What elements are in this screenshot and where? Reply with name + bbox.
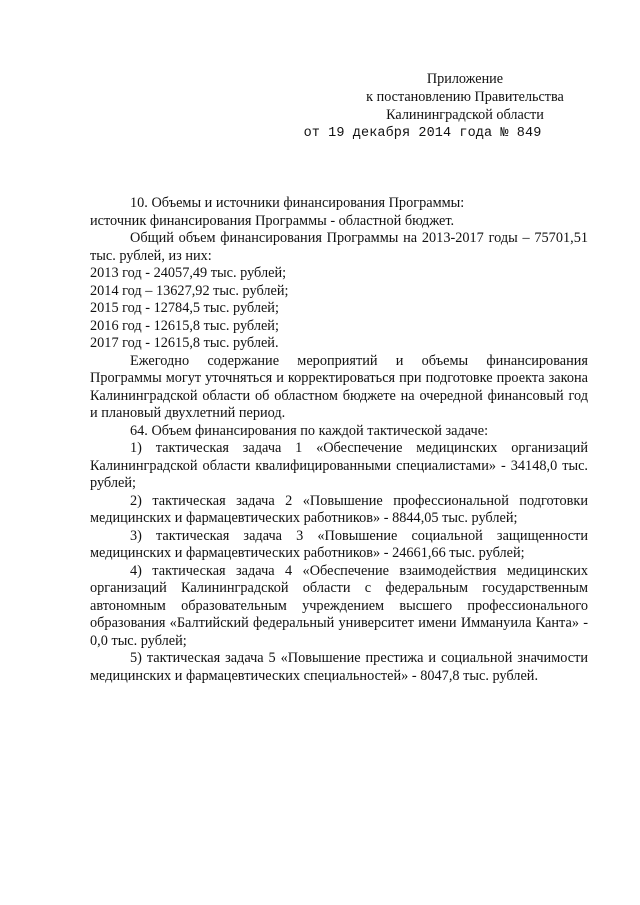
tactical-task-4: 4) тактическая задача 4 «Обеспечение взаимодействия медицинских организаций Калининградской области с федеральным государственным автономным образовательным учреждением высшего профессионального образования «Балтийский федеральный университет имени Иммануила Канта» - 0,0 тыс. рублей; — [90, 562, 588, 649]
tactical-task-2: 2) тактическая задача 2 «Повышение профессиональной подготовки медицинских и фармацевтических работников» - 8844,05 тыс. рублей; — [90, 492, 588, 526]
appendix-resolution-line: к постановлению Правительства — [366, 89, 564, 105]
funding-year-2015: 2015 год - 12784,5 тыс. рублей; — [90, 300, 279, 316]
section-heading: 10. Объемы и источники финансирования Программы: — [130, 195, 465, 211]
appendix-header — [303, 70, 575, 143]
document-body — [90, 195, 588, 685]
appendix-region-line: Калининградской области — [386, 107, 544, 123]
tactical-task-1: 1) тактическая задача 1 «Обеспечение медицинских организаций Калининградской области квалифицированными специалистами» - 34148,0 тыс. рублей; — [90, 440, 588, 491]
total-funding: Общий объем финансирования Программы на 2013-2017 годы – 75701,51 тыс. рублей, из них: — [90, 230, 588, 264]
annual-adjustment-paragraph: Ежегодно содержание мероприятий и объемы финансирования Программы могут уточняться и корректироваться при подготовке проекта закона Калининградской области об областном бюджете на очередной финансовый год и плановый двухлетний период. — [90, 352, 588, 421]
appendix-title: Приложение — [426, 71, 504, 87]
funding-year-2017: 2017 год - 12615,8 тыс. рублей. — [90, 335, 279, 351]
appendix-date-line: от 19 декабря 2014 года № 849 — [303, 126, 542, 141]
tactical-funding-heading: 64. Объем финансирования по каждой тактической задаче: — [130, 422, 489, 439]
tactical-task-3: 3) тактическая задача 3 «Повышение социальной защищенности медицинских и фармацевтических работников» - 24661,66 тыс. рублей; — [90, 527, 588, 561]
tactical-task-5: 5) тактическая задача 5 «Повышение престижа и социальной значимости медицинских и фармацевтических специальностей» - 8047,8 тыс. рублей. — [90, 650, 588, 684]
funding-year-2016: 2016 год - 12615,8 тыс. рублей; — [90, 317, 279, 334]
funding-year-2014: 2014 год – 13627,92 тыс. рублей; — [90, 282, 289, 299]
funding-year-2013: 2013 год - 24057,49 тыс. рублей; — [90, 265, 287, 281]
funding-source: источник финансирования Программы - областной бюджет. — [90, 212, 455, 229]
